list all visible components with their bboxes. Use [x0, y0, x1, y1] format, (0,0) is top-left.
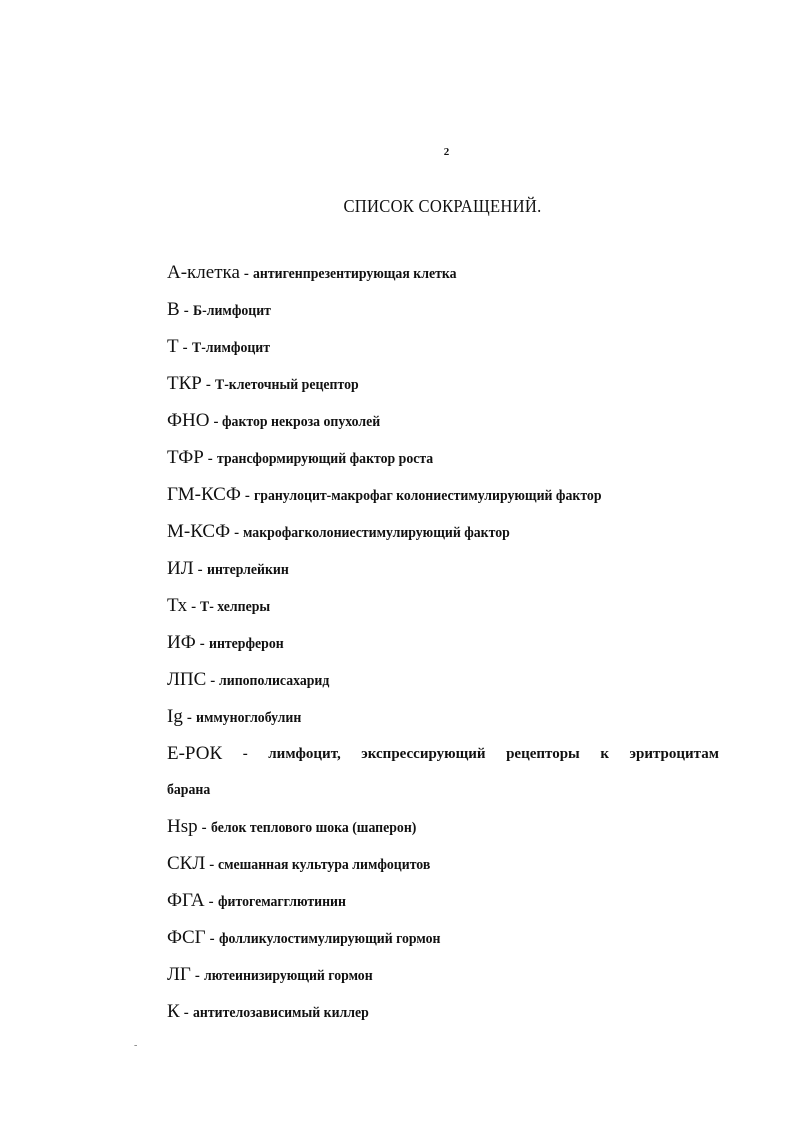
list-item	[167, 591, 719, 628]
list-item	[167, 554, 719, 591]
list-item	[167, 295, 719, 332]
abbr-separator: -	[209, 931, 215, 947]
abbr-separator: -	[208, 894, 214, 910]
list-item	[167, 812, 719, 849]
abbr-definition-word: экспрессирующий	[361, 746, 486, 762]
list-item	[167, 739, 719, 775]
abbr-definition-word: рецепторы	[506, 746, 580, 762]
list-item	[167, 628, 719, 665]
abbr-separator: -	[209, 857, 215, 873]
abbr-separator: -	[210, 673, 216, 689]
abbr-definition: фактор некроза опухолей	[222, 414, 381, 430]
abbr-term: СКЛ	[167, 853, 206, 874]
abbr-definition: Т- хелперы	[200, 599, 271, 615]
list-item	[167, 258, 719, 295]
list-item	[167, 406, 719, 443]
list-item	[167, 665, 719, 702]
list-item	[167, 332, 719, 369]
abbr-separator: -	[186, 710, 192, 726]
abbr-separator: -	[183, 1005, 189, 1021]
abbr-definition: Т-лимфоцит	[191, 340, 270, 356]
abbr-separator: -	[234, 525, 240, 541]
list-item	[167, 369, 719, 406]
list-item	[167, 702, 719, 739]
abbr-term: Hsp	[167, 816, 198, 837]
abbr-definition-word: к	[600, 746, 609, 762]
stray-mark: -	[134, 1040, 138, 1051]
abbr-term: Тх	[167, 595, 188, 616]
abbr-definition-word: лимфоцит,	[268, 746, 341, 762]
abbr-term: ФГА	[167, 890, 205, 911]
list-item	[167, 997, 719, 1034]
list-item-continuation	[167, 775, 719, 812]
list-item	[167, 923, 719, 960]
list-item	[167, 849, 719, 886]
abbr-term: ИФ	[167, 632, 196, 653]
abbr-definition: интерферон	[208, 636, 284, 652]
abbr-term: Ig	[167, 706, 183, 727]
abbr-definition: антигенпрезентирующая клетка	[252, 266, 457, 282]
abbr-separator: -	[207, 451, 213, 467]
abbr-term: М-КСФ	[167, 521, 231, 542]
abbr-definition-continuation: барана	[167, 782, 211, 798]
abbr-separator: -	[191, 599, 197, 615]
abbr-separator: -	[197, 562, 203, 578]
abbr-separator: -	[244, 488, 250, 504]
abbr-term: К	[167, 1001, 180, 1022]
abbr-separator: -	[199, 636, 205, 652]
abbr-definition: липополисахарид	[219, 673, 330, 689]
abbr-term: ФСГ	[167, 927, 206, 948]
abbr-definition: белок теплового шока (шаперон)	[210, 820, 417, 836]
abbr-separator: -	[213, 414, 219, 430]
abbr-term: Е-РОК	[167, 743, 223, 764]
abbr-term: А-клетка	[167, 262, 240, 283]
list-item	[167, 886, 719, 923]
abbr-definition: макрофагколониестимулирующий фактор	[243, 525, 510, 541]
abbr-term: ЛГ	[167, 964, 191, 985]
abbr-separator: -	[243, 266, 249, 282]
abbr-separator: -	[183, 303, 189, 319]
abbr-term: ТФР	[167, 447, 204, 468]
abbr-separator: -	[182, 340, 188, 356]
abbr-definition: гранулоцит-макрофаг колониестимулирующий фактор	[253, 488, 602, 504]
abbr-definition: лютеинизирующий гормон	[203, 968, 373, 984]
list-item	[167, 480, 719, 517]
abbr-definition: смешанная культура лимфоцитов	[218, 857, 431, 873]
abbr-definition: фитогемагглютинин	[217, 894, 346, 910]
list-item	[167, 517, 719, 554]
list-item	[167, 443, 719, 480]
abbr-definition: фолликулостимулирующий гормон	[218, 931, 441, 947]
abbreviation-list	[167, 258, 719, 1034]
abbr-definition: трансформирующий фактор роста	[216, 451, 433, 467]
abbr-term: ТКР	[167, 373, 202, 394]
abbr-term: Т	[167, 336, 179, 357]
page-number: 2	[443, 146, 450, 158]
abbr-term: ГМ-КСФ	[167, 484, 241, 505]
abbr-separator: -	[205, 377, 211, 393]
abbr-term: В	[167, 299, 180, 320]
abbr-definition: Б-лимфоцит	[192, 303, 271, 319]
abbr-separator: -	[242, 746, 248, 762]
abbr-definition: иммуноглобулин	[195, 710, 302, 726]
abbr-definition: антителозависимый киллер	[192, 1005, 369, 1021]
abbr-definition-word: эритроцитам	[629, 746, 719, 762]
abbr-term: ИЛ	[167, 558, 194, 579]
list-item	[167, 960, 719, 997]
abbr-term: ФНО	[167, 410, 210, 431]
abbr-definition: интерлейкин	[206, 562, 289, 578]
page-title: СПИСОК СОКРАЩЕНИЙ.	[343, 196, 542, 216]
abbr-definition: Т-клеточный рецептор	[214, 377, 359, 393]
abbr-term: ЛПС	[167, 669, 207, 690]
abbr-separator: -	[201, 820, 207, 836]
abbr-separator: -	[194, 968, 200, 984]
